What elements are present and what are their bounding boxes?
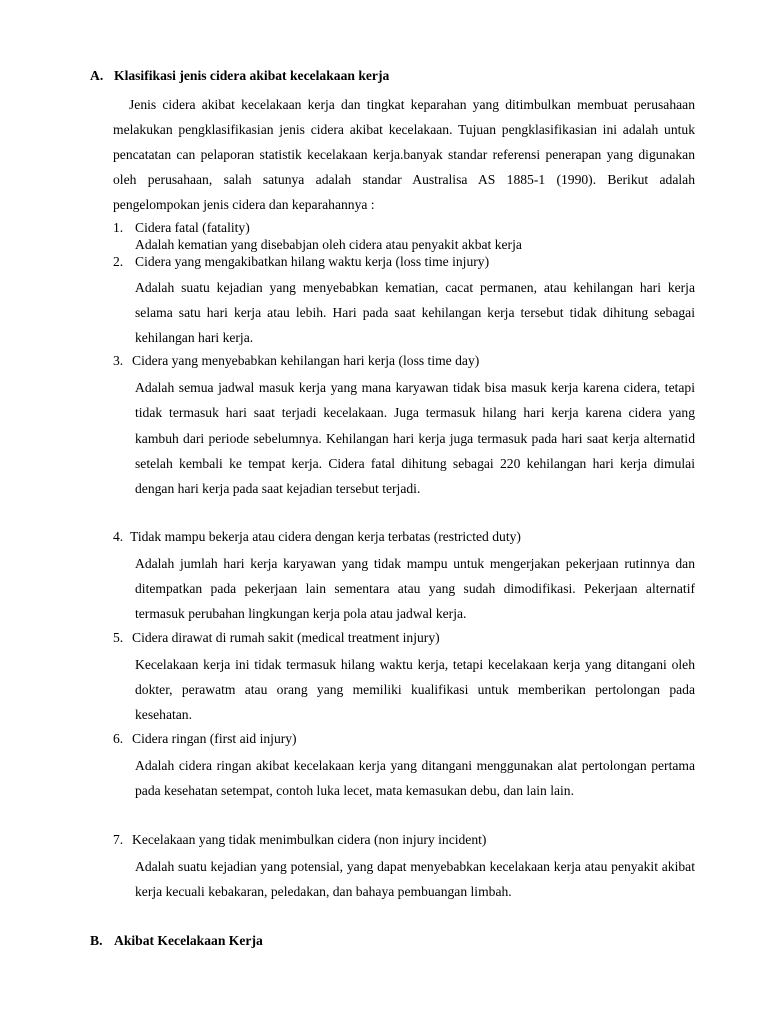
item-4-number: 4. bbox=[113, 529, 124, 544]
item-1-title: Cidera fatal (fatality) bbox=[135, 220, 250, 235]
item-2-number: 2. bbox=[113, 254, 124, 269]
item-3-description: Adalah semua jadwal masuk kerja yang mana karyawan tidak bisa masuk kerja karena cidera, tetapi tidak termasuk hari saat terjadi kecelakaan. Juga termasuk hilang hari kerja karena cidera yang kambuh dari periode sebelumnya. Kehilangan hari kerja juga termasuk pada hari saat kerja alternatid setelah kembali ke tempat kerja. Cidera fatal dihitung sebagai 220 kehilangan hari kerja dimulai dengan hari kerja pada saat kejadian tersebut terjadi. bbox=[135, 380, 695, 497]
item-7-title: Kecelakaan yang tidak menimbulkan cidera (non injury incident) bbox=[132, 832, 487, 847]
item-1-heading bbox=[113, 220, 250, 236]
item-5-number: 5. bbox=[113, 630, 124, 645]
section-b-heading bbox=[90, 933, 263, 949]
item-4-title: Tidak mampu bekerja atau cidera dengan kerja terbatas (restricted duty) bbox=[130, 529, 521, 544]
item-1-number: 1. bbox=[113, 220, 124, 235]
item-2-description: Adalah suatu kejadian yang menyebabkan kematian, cacat permanen, atau kehilangan hari kerja selama satu hari kerja atau lebih. Hari pada saat kehilangan kerja tersebut tidak dihitung sebagai kehilangan hari kerja. bbox=[135, 280, 695, 345]
item-1-description: Adalah kematian yang disebabjan oleh cidera atau penyakit akbat kerja bbox=[135, 237, 522, 252]
item-7-number: 7. bbox=[113, 832, 124, 847]
item-5-title: Cidera dirawat di rumah sakit (medical treatment injury) bbox=[132, 630, 440, 645]
item-4-description: Adalah jumlah hari kerja karyawan yang tidak mampu untuk mengerjakan pekerjaan rutinnya dan ditempatkan pada pekerjaan lain sementara atau yang sudah dimodifikasi. Pekerjaan alternatif termasuk perubahan lingkungan kerja pola atau jadwal kerja. bbox=[135, 556, 695, 621]
item-6-heading bbox=[113, 731, 297, 747]
section-a-heading bbox=[90, 68, 389, 84]
section-b-title: Akibat Kecelakaan Kerja bbox=[114, 933, 263, 948]
item-6-number: 6. bbox=[113, 731, 124, 746]
item-7-heading bbox=[113, 832, 486, 848]
section-a-label: A. bbox=[90, 68, 104, 83]
section-a-title: Klasifikasi jenis cidera akibat kecelakaan kerja bbox=[114, 68, 390, 83]
item-5-heading bbox=[113, 630, 440, 646]
item-7-description: Adalah suatu kejadian yang potensial, yang dapat menyebabkan kecelakaan kerja atau penyakit akibat kerja kecuali kebakaran, peledakan, dan bahaya pembuangan limbah. bbox=[135, 859, 695, 899]
section-b-label: B. bbox=[90, 933, 103, 948]
item-6-title: Cidera ringan (first aid injury) bbox=[132, 731, 297, 746]
section-a-intro: Jenis cidera akibat kecelakaan kerja dan tingkat keparahan yang ditimbulkan membuat perusahaan melakukan pengklasifikasian jenis cidera akibat kecelakaan. Tujuan pengklasifikasian ini adalah untuk pencatatan can pelaporan statistik kecelakaan kerja.banyak standar referensi penerapan yang digunakan oleh perusahaan, salah satunya adalah standar Australisa AS 1885-1 (1990). Berikut adalah pengelompokan jenis cidera dan keparahannya : bbox=[113, 97, 695, 212]
item-2-heading bbox=[113, 254, 489, 270]
item-3-number: 3. bbox=[113, 353, 124, 368]
item-2-title: Cidera yang mengakibatkan hilang waktu kerja (loss time injury) bbox=[135, 254, 490, 269]
item-3-title: Cidera yang menyebabkan kehilangan hari kerja (loss time day) bbox=[132, 353, 480, 368]
item-5-description: Kecelakaan kerja ini tidak termasuk hilang waktu kerja, tetapi kecelakaan kerja yang ditangani oleh dokter, perawatm atau orang yang memiliki kualifikasi untuk memberikan pertolongan pada kesehatan. bbox=[135, 657, 695, 722]
item-3-heading bbox=[113, 353, 479, 369]
item-4-heading bbox=[113, 529, 521, 545]
item-6-description: Adalah cidera ringan akibat kecelakaan kerja yang ditangani menggunakan alat pertolongan pertama pada kesehatan setempat, contoh luka lecet, mata kemasukan debu, dan lain lain. bbox=[135, 758, 695, 798]
